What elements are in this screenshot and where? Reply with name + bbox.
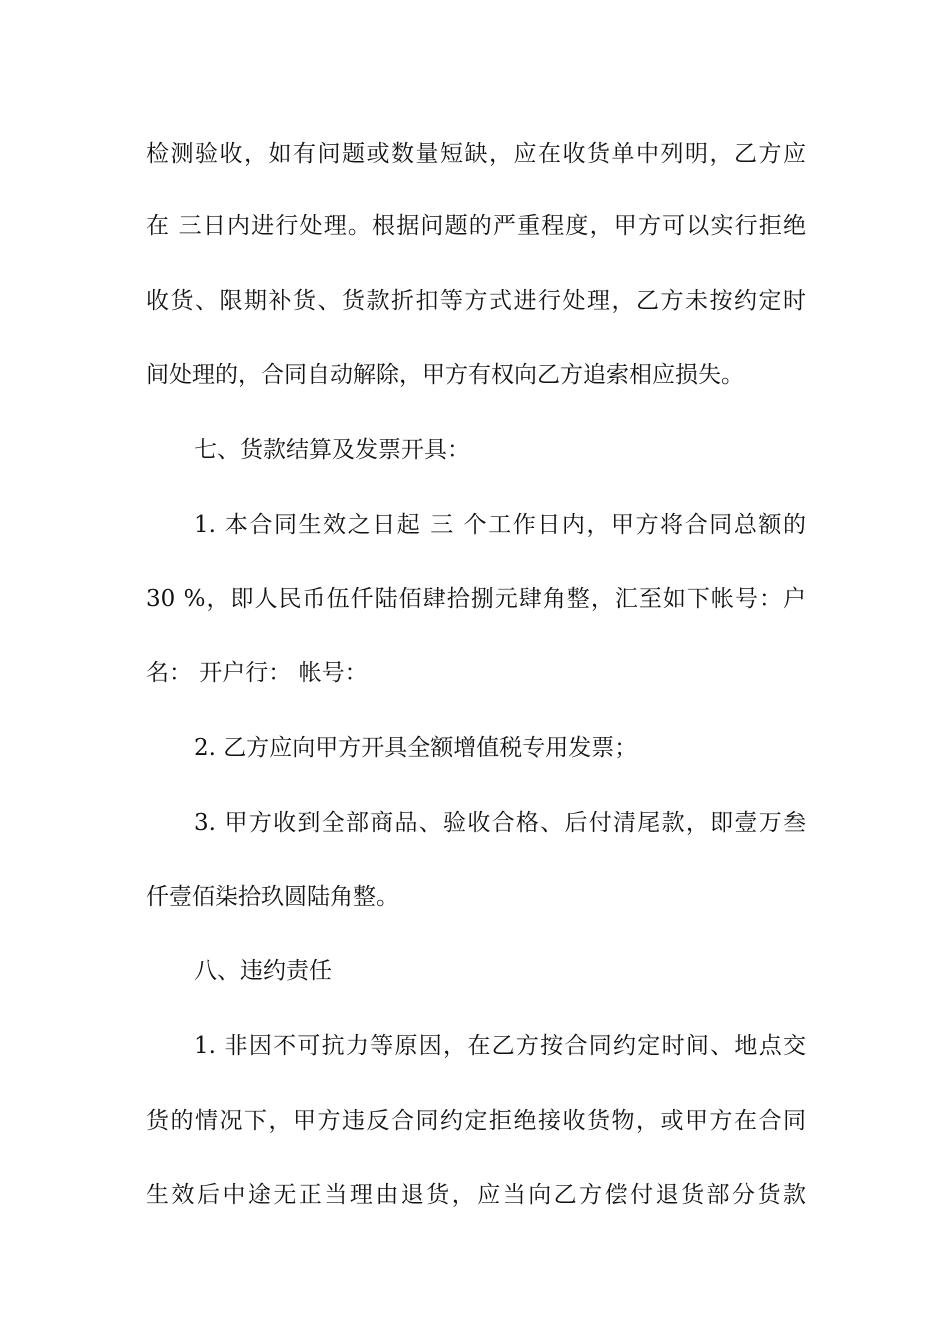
paragraph-line: 收货、限期补货、货款折扣等方式进行处理，乙方未按约定时: [146, 288, 806, 314]
paragraph-line: 检测验收，如有问题或数量短缺，应在收货单中列明，乙方应: [146, 141, 806, 167]
paragraph-line: 1. 本合同生效之日起 三 个工作日内，甲方将合同总额的: [194, 512, 806, 538]
paragraph-line: 仟壹佰柒拾玖圆陆角整。: [146, 884, 399, 910]
paragraph-line: 2. 乙方应向甲方开具全额增值税专用发票；: [194, 735, 638, 761]
section-heading: 八、违约责任: [194, 958, 332, 984]
paragraph-line: 在 三日内进行处理。根据问题的严重程度，甲方可以实行拒绝: [146, 213, 806, 239]
paragraph-line: 货的情况下，甲方违反合同约定拒绝接收货物，或甲方在合同: [146, 1108, 806, 1134]
paragraph-line: 间处理的，合同自动解除，甲方有权向乙方追索相应损失。: [146, 362, 744, 388]
section-heading: 七、货款结算及发票开具：: [194, 437, 470, 463]
paragraph-line: 30 %，即人民币伍仟陆佰肆拾捌元肆角整，汇至如下帐号：户: [146, 586, 806, 612]
paragraph-line: 1. 非因不可抗力等原因，在乙方按合同约定时间、地点交: [194, 1033, 806, 1059]
paragraph-line: 名： 开户行： 帐号：: [146, 660, 368, 686]
paragraph-line: 生效后中途无正当理由退货，应当向乙方偿付退货部分货款: [146, 1182, 806, 1208]
paragraph-line: 3. 甲方收到全部商品、验收合格、后付清尾款，即壹万叁: [194, 810, 806, 836]
